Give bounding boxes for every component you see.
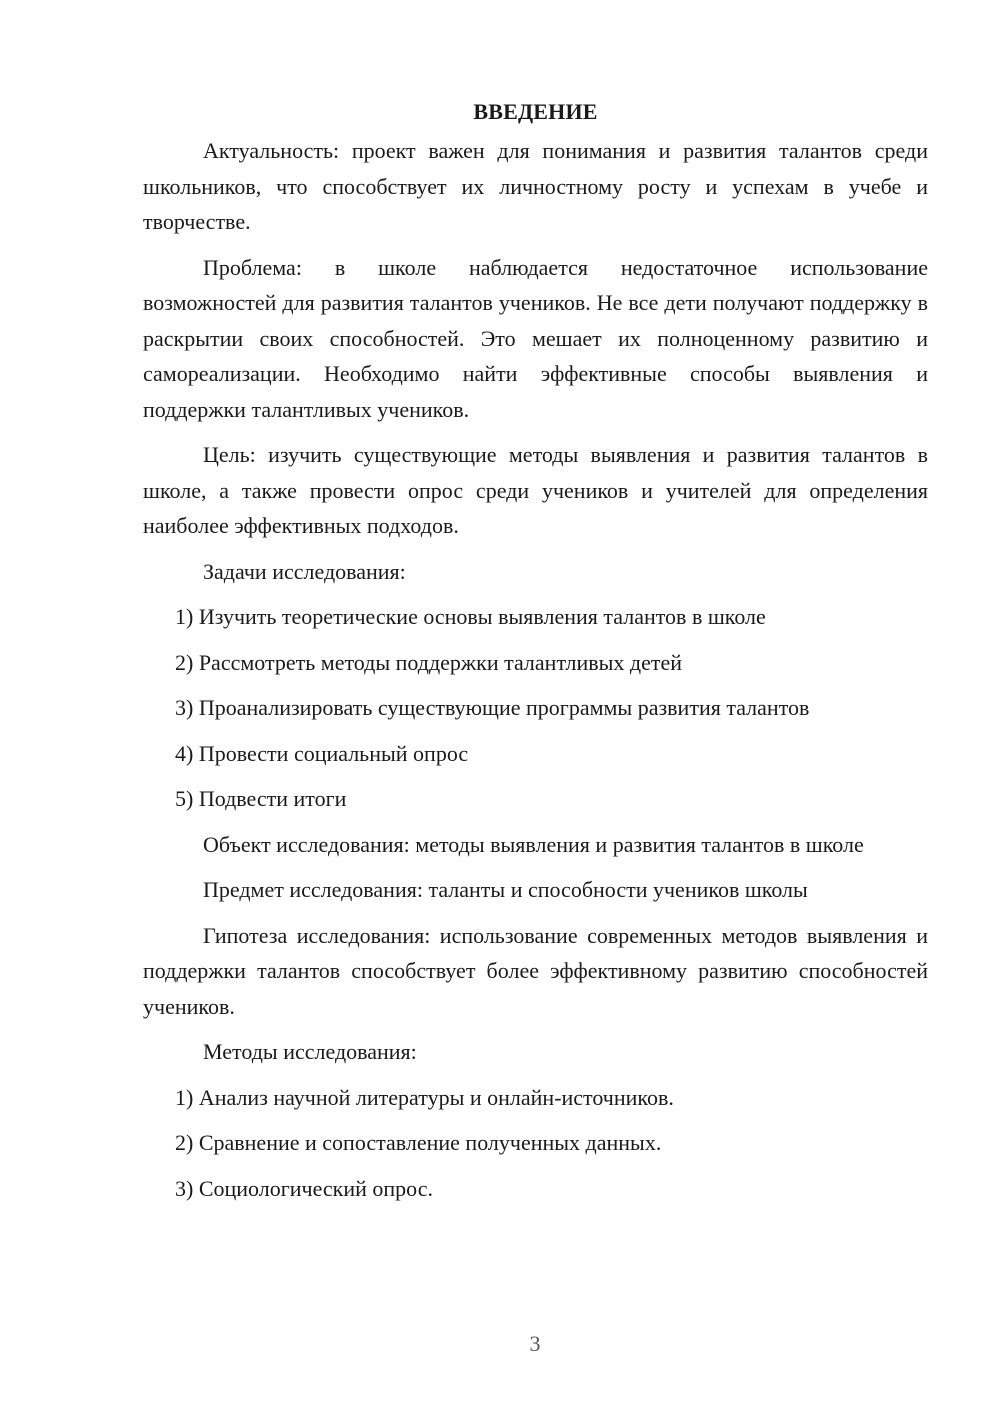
task-item: 5) Подвести итоги: [175, 786, 347, 811]
methods-list: [143, 1080, 928, 1207]
task-item: 2) Рассмотреть методы поддержки талантливых детей: [175, 649, 683, 675]
relevance-paragraph: Актуальность: проект важен для понимания и развития талантов среди школьников, что способствует их личностному росту и успехам в учебе и творчестве.: [143, 138, 928, 234]
method-item: 3) Социологический опрос.: [175, 1175, 433, 1201]
subject-paragraph: Предмет исследования: таланты и способности учеников школы: [203, 877, 808, 902]
method-item: 2) Сравнение и сопоставление полученных данных.: [175, 1130, 662, 1155]
page-content: [143, 95, 928, 1216]
problem-paragraph: Проблема: в школе наблюдается недостаточное использование возможностей для развития талантов учеников. Не все дети получают поддержку в раскрытии своих способностей. Это мешает их полноценному развитию и самореализации. Необходимо найти эффективные способы выявления и поддержки талантливых учеников.: [143, 254, 928, 422]
tasks-heading: Задачи исследования:: [203, 558, 406, 584]
method-item: 1) Анализ научной литературы и онлайн-источников.: [175, 1084, 674, 1110]
object-paragraph: Объект исследования: методы выявления и развития талантов в школе: [203, 831, 864, 857]
task-item: 3) Проанализировать существующие программы развития талантов: [175, 695, 810, 720]
task-item: 4) Провести социальный опрос: [175, 740, 469, 766]
goal-paragraph: Цель: изучить существующие методы выявления и развития талантов в школе, а также провести опрос среди учеников и учителей для определения наиболее эффективных подходов.: [143, 442, 928, 538]
page-number: 3: [529, 1331, 541, 1356]
methods-heading: Методы исследования:: [203, 1039, 417, 1064]
tasks-list: [143, 599, 928, 817]
page-title: ВВЕДЕНИЕ: [473, 99, 598, 124]
hypothesis-paragraph: Гипотеза исследования: использование современных методов выявления и поддержки талантов способствует более эффективному развитию способностей учеников.: [143, 922, 928, 1019]
task-item: 1) Изучить теоретические основы выявления талантов в школе: [175, 604, 766, 629]
